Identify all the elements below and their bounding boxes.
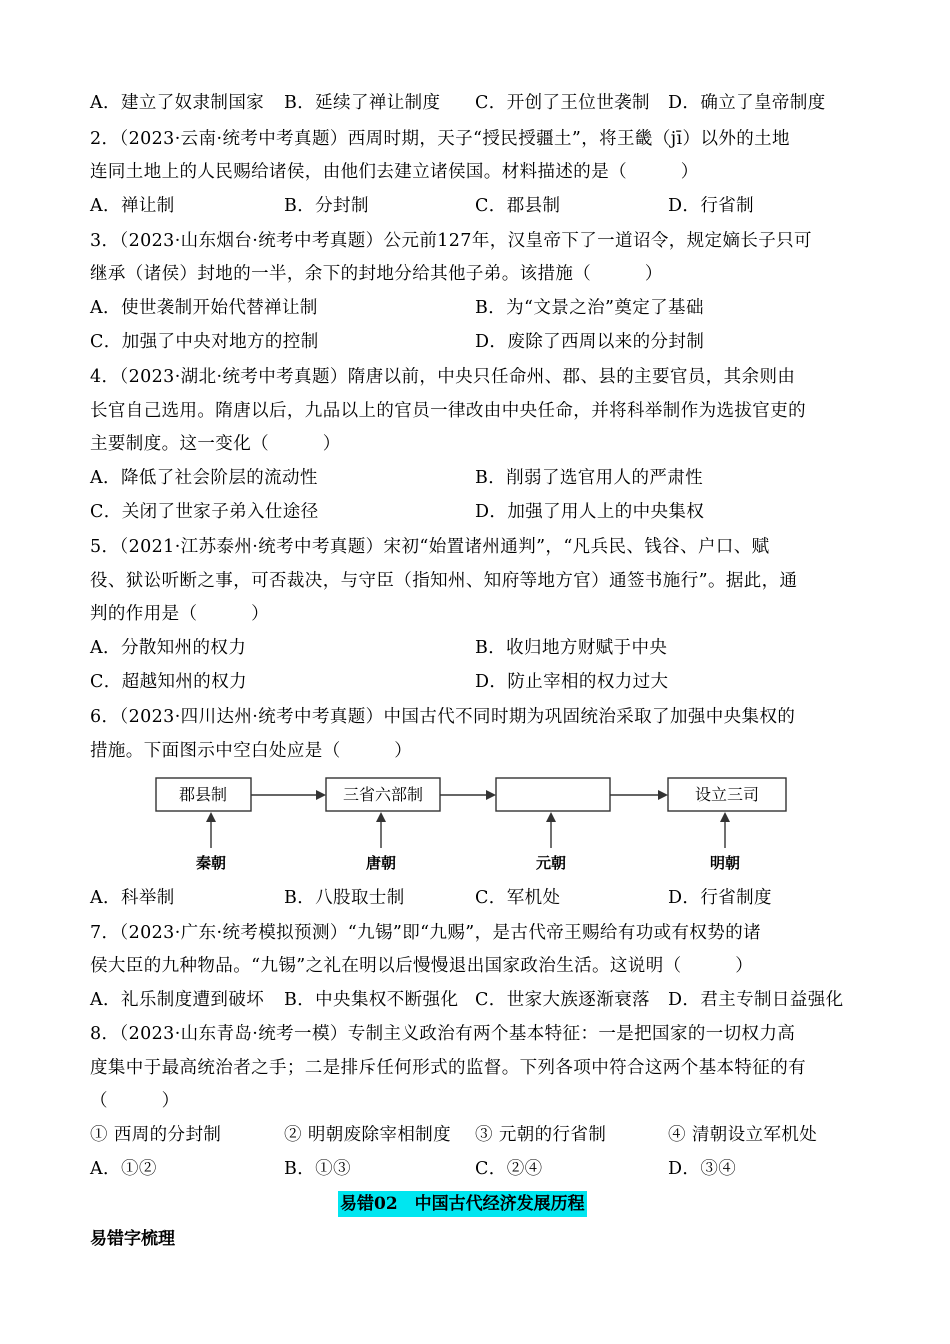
dynasty-label: 唐朝 xyxy=(365,854,397,872)
option-d: D．行省制度 xyxy=(668,888,772,908)
question-text-line: 4．（2023·湖北·统考中考真题）隋唐以前，中央只任命州、郡、县的主要官员，其余则由 xyxy=(90,367,796,387)
statement-item: ③ 元朝的行省制 xyxy=(475,1125,607,1145)
option-c: C．开创了王位世袭制 xyxy=(475,93,650,113)
option-a: A．科举制 xyxy=(90,888,175,908)
diagram-box-label: 设立三司 xyxy=(694,785,760,804)
option-b: B．①③ xyxy=(284,1159,351,1179)
option-d: D．防止宰相的权力过大 xyxy=(475,672,669,692)
statement-item: ② 明朝废除宰相制度 xyxy=(284,1125,452,1145)
question-text-line: 判的作用是（ ） xyxy=(90,604,269,624)
option-a: A．分散知州的权力 xyxy=(90,638,247,658)
option-d: D．加强了用人上的中央集权 xyxy=(475,502,705,522)
arrow-right-icon xyxy=(610,790,668,800)
option-c: C．加强了中央对地方的控制 xyxy=(90,332,319,352)
question-text-line: 长官自己选用。隋唐以后，九品以上的官员一律改由中央任命，并将科举制作为选拔官吏的 xyxy=(90,401,806,421)
question-text-line: 侯大臣的九种物品。“九锡”之礼在明以后慢慢退出国家政治生活。这说明（ ） xyxy=(90,956,754,976)
option-a: A．禅让制 xyxy=(90,196,175,216)
option-c: C．军机处 xyxy=(475,888,561,908)
option-a: A．礼乐制度遭到破坏 xyxy=(90,990,265,1010)
option-c: C．世家大族逐渐衰落 xyxy=(475,990,650,1010)
option-b: B．为“文景之治”奠定了基础 xyxy=(475,298,704,318)
question-text-line: 5．（2021·江苏泰州·统考中考真题）宋初“始置诸州通判”，“凡兵民、钱谷、户口、赋 xyxy=(90,537,770,557)
question-text-line: 7．（2023·广东·统考模拟预测）“九锡”即“九赐”，是古代帝王赐给有功或有权势的诸 xyxy=(90,923,762,943)
question-text-line: 役、狱讼听断之事，可否裁决，与守臣（指知州、知府等地方官）通签书施行”。据此，通 xyxy=(90,571,798,591)
subheading: 易错字梳理 xyxy=(90,1229,175,1249)
diagram-box-blank xyxy=(496,778,610,811)
arrow-up-icon xyxy=(720,812,730,848)
option-c: C．超越知州的权力 xyxy=(90,672,247,692)
question-text-line: 8．（2023·山东青岛·统考一模）专制主义政治有两个基本特征：一是把国家的一切权力高 xyxy=(90,1024,796,1044)
question-text-line: 继承（诸侯）封地的一半，余下的封地分给其他子弟。该措施（ ） xyxy=(90,264,663,284)
dynasty-flow-diagram xyxy=(150,770,800,880)
diagram-box-label: 郡县制 xyxy=(178,785,228,804)
option-b: B．分封制 xyxy=(284,196,369,216)
option-b: B．收归地方财赋于中央 xyxy=(475,638,668,658)
option-d: D．废除了西周以来的分封制 xyxy=(475,332,705,352)
option-b: B．削弱了选官用人的严肃性 xyxy=(475,468,704,488)
option-c: C．②④ xyxy=(475,1159,543,1179)
option-b: B．延续了禅让制度 xyxy=(284,93,441,113)
section-heading: 易错02 中国古代经济发展历程 xyxy=(338,1191,587,1217)
option-b: B．八股取士制 xyxy=(284,888,405,908)
question-text-line: 措施。下面图示中空白处应是（ ） xyxy=(90,741,413,761)
dynasty-label: 元朝 xyxy=(535,854,567,872)
option-d: D．③④ xyxy=(668,1159,737,1179)
statement-item: ① 西周的分封制 xyxy=(90,1125,222,1145)
statement-item: ④ 清朝设立军机处 xyxy=(668,1125,818,1145)
arrow-up-icon xyxy=(376,812,386,848)
arrow-up-icon xyxy=(206,812,216,848)
arrow-right-icon xyxy=(440,790,496,800)
option-a: A．降低了社会阶层的流动性 xyxy=(90,468,318,488)
arrow-up-icon xyxy=(546,812,556,848)
question-text-line: 连同土地上的人民赐给诸侯，由他们去建立诸侯国。材料描述的是（ ） xyxy=(90,162,699,182)
option-c: C．关闭了世家子弟入仕途径 xyxy=(90,502,319,522)
option-b: B．中央集权不断强化 xyxy=(284,990,459,1010)
dynasty-label: 秦朝 xyxy=(195,854,227,872)
option-a: A．①② xyxy=(90,1159,157,1179)
question-text-line: 主要制度。这一变化（ ） xyxy=(90,434,341,454)
question-text-line: 6．（2023·四川达州·统考中考真题）中国古代不同时期为巩固统治采取了加强中央集权的 xyxy=(90,707,796,727)
option-d: D．确立了皇帝制度 xyxy=(668,93,826,113)
diagram-box-label: 三省六部制 xyxy=(342,785,424,804)
question-text-line: 度集中于最高统治者之手；二是排斥任何形式的监督。下列各项中符合这两个基本特征的有 xyxy=(90,1058,806,1078)
option-d: D．行省制 xyxy=(668,196,755,216)
option-a: A．使世袭制开始代替禅让制 xyxy=(90,298,318,318)
question-text-line: 3．（2023·山东烟台·统考中考真题）公元前127年，汉皇帝下了一道诏令，规定嫡长子只可 xyxy=(90,231,812,251)
option-d: D．君主专制日益强化 xyxy=(668,990,844,1010)
option-a: A．建立了奴隶制国家 xyxy=(90,93,265,113)
dynasty-label: 明朝 xyxy=(709,854,741,872)
question-text-line: （ ） xyxy=(90,1091,180,1111)
option-c: C．郡县制 xyxy=(475,196,561,216)
arrow-right-icon xyxy=(251,790,326,800)
question-text-line: 2．（2023·云南·统考中考真题）西周时期，天子“授民授疆土”，将王畿（jī）以外的土地 xyxy=(90,129,790,149)
